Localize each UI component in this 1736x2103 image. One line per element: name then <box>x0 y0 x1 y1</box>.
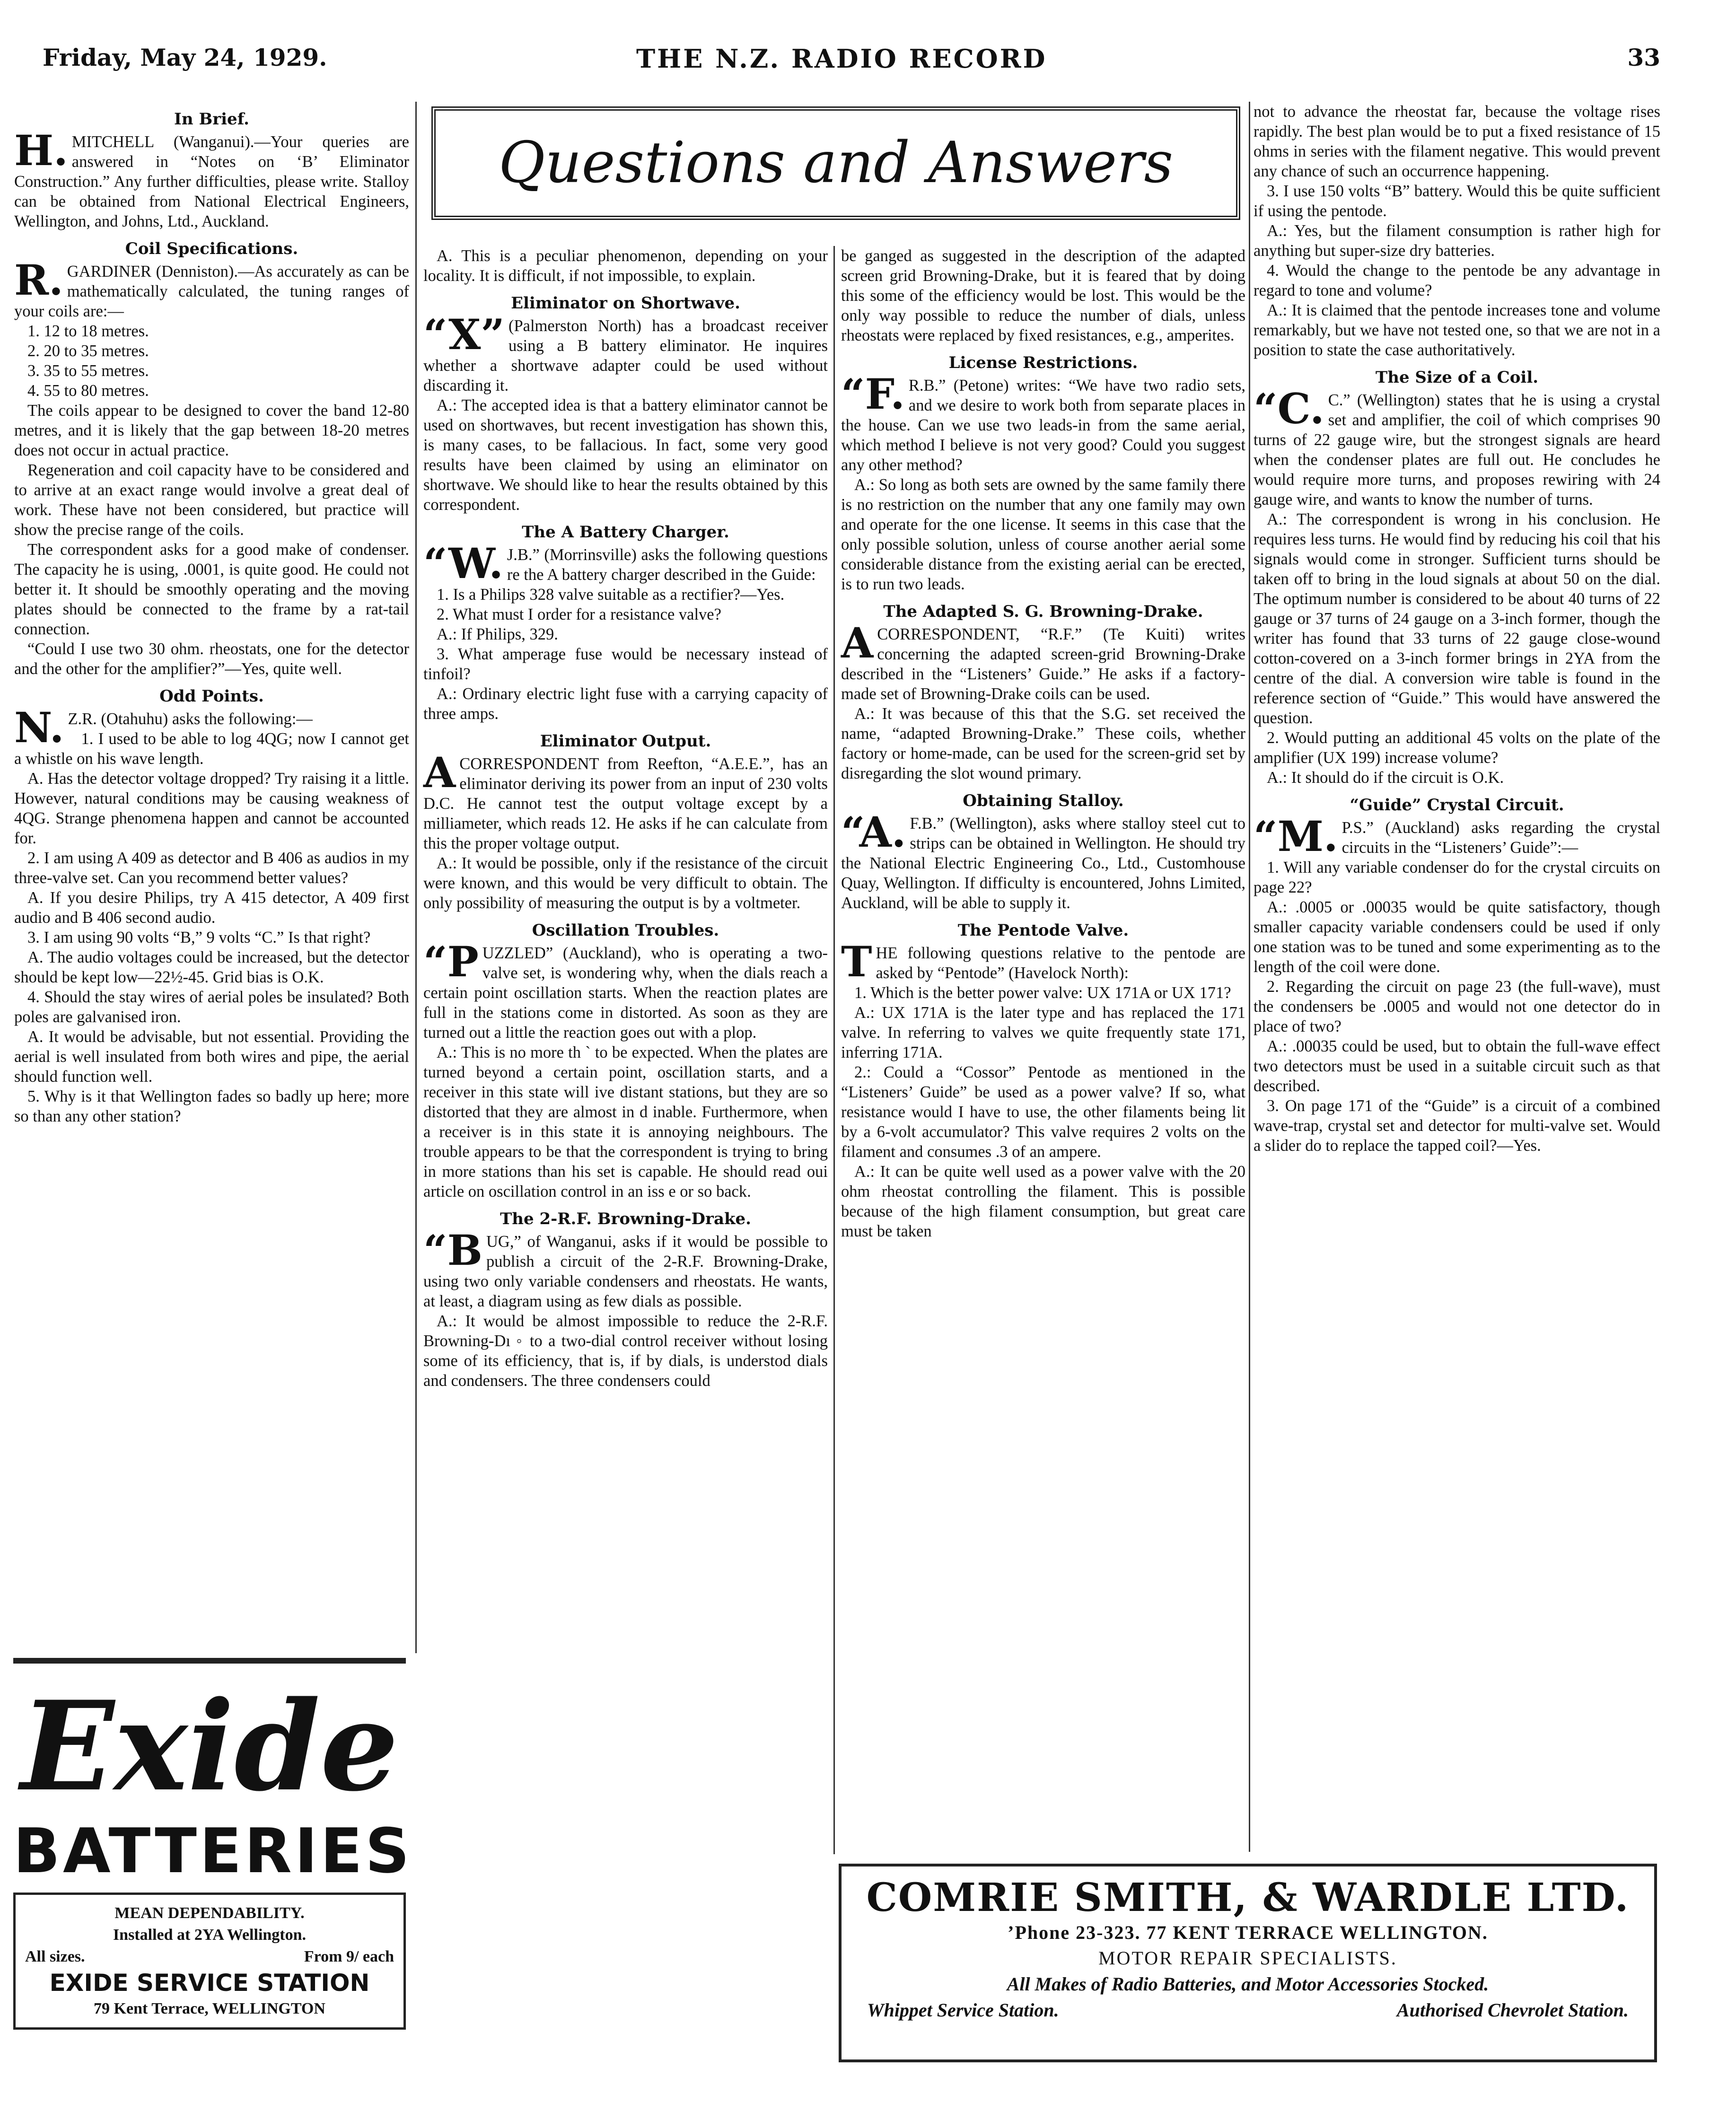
column-rule <box>415 102 417 1653</box>
query-text: GARDINER (Denniston).—As accurately as can be mathematically calculated, the tuning ranges of your coils are:— <box>14 263 409 320</box>
query-text: CORRESPONDENT, “R.F.” (Te Kuiti) writes concerning the adapted screen-grid Browning-Drake described in the “Listeners’ Guide.” He asks if a factory-made set of Browning-Drake coils can be used. <box>841 625 1245 703</box>
paragraph: A.: If Philips, 329. <box>437 625 558 643</box>
exide-sizes-row <box>25 1946 394 1968</box>
list-item: 2. 20 to 35 metres. <box>27 342 149 360</box>
drop-cap: “C. <box>1254 384 1324 433</box>
paragraph: 4. Would the change to the pentode be any advantage in regard to tone and volume? <box>1254 262 1660 299</box>
query-text: J.B.” (Morrinsville) asks the following questions re the A battery charger described in the Guide: <box>507 546 828 584</box>
query-paragraph <box>1254 812 1660 861</box>
drop-cap: “M. <box>1254 812 1338 861</box>
drop-cap: “B <box>423 1226 482 1275</box>
section-heading-box <box>431 106 1240 220</box>
drop-cap: T <box>841 937 872 986</box>
paragraph: The correspondent asks for a good make of condenser. The capacity he is using, .0001, is quite good. He could not better it. It should be smoothly operating and the moving plates should be connected to the frame by a rat-tail connection. <box>14 541 409 638</box>
query-text: MITCHELL (Wanganui).—Your queries are answered in “Notes on ‘B’ Eliminator Construction.” Any further difficulties, please write. Stalloy can be obtained from National Electrical Engineers, Wellington, and Johns, Ltd., Auckland. <box>14 133 409 230</box>
comrie-stock-line: All Makes of Radio Batteries, and Motor Accessories Stocked. <box>1007 1973 1489 1995</box>
paragraph: 4. Should the stay wires of aerial poles be insulated? Both poles are galvanised iron. <box>14 988 409 1026</box>
comrie-chevrolet: Authorised Chevrolet Station. <box>1396 1999 1629 2021</box>
query-paragraph <box>14 255 409 321</box>
paragraph: A. This is a peculiar phenomenon, depending on your locality. It is difficult, if not impossible, to explain. <box>423 247 828 285</box>
drop-cap: “X” <box>423 310 505 359</box>
section-heading: The Adapted S. G. Browning-Drake. <box>883 602 1203 621</box>
query-text: F.B.” (Wellington), asks where stalloy steel cut to strips can be obtained in Wellington. He should try the National Electric Engineering Co., Ltd., Customhouse Quay, Wellington. If difficulty is encountered, Johns Limited, Auckland, will be able to supply it. <box>841 815 1245 912</box>
paragraph: A.: UX 171A is the later type and has replaced the 171 valve. In referring to valves we quite frequently state 171, inferring 171A. <box>841 1004 1245 1061</box>
paragraph: A.: Yes, but the filament consumption is rather high for anything but super-size dry batteries. <box>1254 222 1660 260</box>
paragraph: 3. I use 150 volts “B” battery. Would this be quite sufficient if using the pentode. <box>1254 182 1660 220</box>
paragraph: 1. Is a Philips 328 valve suitable as a rectifier?—Yes. <box>437 586 785 604</box>
paragraph: Regeneration and coil capacity have to be considered and to arrive at an exact range would involve a great deal of work. These have not been considered, but practice will show the precise range of the coils. <box>14 461 409 539</box>
paragraph: A. Has the detector voltage dropped? Try raising it a little. However, natural conditions may be causing weakness of 4QG. Strange phenomena happen and cannot be accounted for. <box>14 770 409 847</box>
query-text: CORRESPONDENT from Reefton, “A.E.E.”, has an eliminator deriving its power from an input of 230 volts D.C. He cannot test the output voltage except by a milliameter, which reads 12. He asks if he can calculate from this the proper voltage output. <box>423 755 828 852</box>
drop-cap: A <box>423 748 456 797</box>
section-heading: Oscillation Troubles. <box>532 921 719 940</box>
paragraph: 2. Regarding the circuit on page 23 (the full-wave), must the condensers be .0005 and would not one detector do in place of two? <box>1254 978 1660 1035</box>
query-paragraph <box>423 1226 828 1311</box>
comrie-stations-row <box>853 1997 1643 2024</box>
drop-cap: “A. <box>841 807 906 857</box>
paragraph: 2. Would putting an additional 45 volts on the plate of the amplifier (UX 199) increase volume? <box>1254 729 1660 767</box>
section-heading: Eliminator on Shortwave. <box>511 294 740 313</box>
list-item: 1. 12 to 18 metres. <box>27 322 149 340</box>
paragraph: A.: Ordinary electric light fuse with a carrying capacity of three amps. <box>423 685 828 723</box>
exide-tagline: MEAN DEPENDABILITY. <box>114 1904 305 1922</box>
paragraph: A.: The accepted idea is that a battery eliminator cannot be used on shortwaves, but recent investigation has shown this, is many cases, to be fallacious. In fact, some very good results have been claimed by using an eliminator on shortwave. We should like to hear the results obtained by this correspondent. <box>423 396 828 514</box>
query-paragraph <box>423 310 828 395</box>
paragraph: A.: It would be almost impossible to reduce the 2-R.F. Browning-Dı ◦ to a two-dial control receiver without losing some of its efficiency, that is, if by dials, is understod dials and condensers. The three condensers could <box>423 1312 828 1390</box>
paragraph: 1. Which is the better power valve: UX 171A or UX 171? <box>854 984 1231 1002</box>
paragraph: A.: It can be quite well used as a power valve with the 20 ohm rheostat controlling the filament. This is possible because of the high filament consumption, but great care must be taken <box>841 1163 1245 1240</box>
section-heading: Obtaining Stalloy. <box>963 791 1124 810</box>
paragraph: A.: It would be possible, only if the resistance of the circuit were known, and this would be very difficult to obtain. The only possibility of measuring the output is by a voltmeter. <box>423 854 828 912</box>
section-heading: The 2-R.F. Browning-Drake. <box>500 1209 752 1228</box>
masthead <box>43 44 1660 81</box>
exide-price: From 9/ each <box>304 1948 394 1965</box>
drop-cap: N. <box>14 703 64 752</box>
paragraph: “Could I use two 30 ohm. rheostats, one for the detector and the other for the amplifier?”—Yes, quite well. <box>14 640 409 678</box>
exide-batteries-label: BATTERIES <box>13 1815 412 1887</box>
section-heading: “Guide” Crystal Circuit. <box>1350 796 1564 815</box>
exide-advertisement <box>13 1658 412 2099</box>
paragraph: 1. Will any variable condenser do for the crystal circuits on page 22? <box>1254 859 1660 896</box>
column-4 <box>1254 102 1660 1156</box>
column-3 <box>841 246 1245 1241</box>
column-rule <box>1249 102 1250 1852</box>
paragraph: A. If you desire Philips, try A 415 detector, A 409 first audio and B 406 second audio. <box>14 889 409 927</box>
exide-station: EXIDE SERVICE STATION <box>49 1969 370 1997</box>
query-paragraph <box>14 126 409 231</box>
section-heading: Coil Specifications. <box>125 239 298 258</box>
list-item: 3. 35 to 55 metres. <box>27 362 149 380</box>
query-text: P.S.” (Auckland) asks regarding the crystal circuits in the “Listeners’ Guide”:— <box>1341 819 1660 857</box>
query-text: (Palmerston North) has a broadcast receiver using a B battery eliminator. He inquires whether a shortwave adapter could be used without discarding it. <box>423 317 828 394</box>
paragraph: 3. I am using 90 volts “B,” 9 volts “C.” Is that right? <box>27 929 371 946</box>
paragraph: 2.: Could a “Cossor” Pentode as mentioned in the “Listeners’ Guide” be used as a power valve? If so, what resistance would I have to use, the other filaments being lit by a 6-volt accumulator? This valve requires 2 volts on the filament and consumes .3 of an ampere. <box>841 1063 1245 1161</box>
comrie-whippet: Whippet Service Station. <box>867 1999 1059 2021</box>
exide-sizes: All sizes. <box>25 1948 85 1965</box>
query-text: HE following questions relative to the pentode are asked by “Pentode” (Havelock North): <box>876 944 1245 982</box>
exide-address: 79 Kent Terrace, WELLINGTON <box>94 2000 325 2017</box>
section-heading: License Restrictions. <box>948 353 1138 372</box>
query-text: R.B.” (Petone) writes: “We have two radio sets, and we desire to work both from separate places in the house. Can we use two leads-in from the same aerial, which method I believe is not very good? Could you suggest any other method? <box>841 377 1245 474</box>
query-text: C.” (Wellington) states that he is using a crystal set and amplifier, the coil of which comprises 90 turns of 22 gauge wire, but the strongest signals are heard when the condenser plates are full out. He concludes he would require more turns, and proposes rewiring with 24 gauge wire, and wants to know the number of turns. <box>1254 391 1660 508</box>
query-text: UZZLED” (Auckland), who is operating a two-valve set, is wondering why, when the dials reach a certain point oscillation starts. When the reaction plates are full in the stations come in distorted. As soon as they are turned out a little the reaction goes out with a plop. <box>423 944 828 1042</box>
paragraph: A. The audio voltages could be increased, but the detector should be kept low—22½-45. Grid bias is O.K. <box>14 948 409 986</box>
section-heading: Odd Points. <box>159 687 264 706</box>
comrie-motor-repair: MOTOR REPAIR SPECIALISTS. <box>1098 1947 1397 1969</box>
exide-installed: Installed at 2YA Wellington. <box>113 1926 307 1944</box>
comrie-advertisement <box>839 1864 1657 2062</box>
section-heading: The Pentode Valve. <box>957 921 1129 940</box>
query-text: Z.R. (Otahuhu) asks the following:— <box>68 710 313 728</box>
exide-details-box <box>13 1893 406 2030</box>
comrie-company-name: COMRIE SMITH, & WARDLE LTD. <box>866 1875 1630 1920</box>
paragraph: 5. Why is it that Wellington fades so badly up here; more so than any other station? <box>14 1087 409 1125</box>
drop-cap: A <box>841 618 874 667</box>
column-2 <box>423 246 828 1391</box>
query-paragraph <box>423 539 828 588</box>
drop-cap: “W. <box>423 539 503 588</box>
list-item: 4. 55 to 80 metres. <box>27 382 149 400</box>
drop-cap: H. <box>14 126 68 175</box>
paragraph: 2. What must I order for a resistance valve? <box>437 605 721 623</box>
query-paragraph <box>423 748 828 853</box>
paragraph: 3. On page 171 of the “Guide” is a circuit of a combined wave-trap, crystal set and detector for multi-valve set. Would a slider do to replace the tapped coil?—Yes. <box>1254 1097 1660 1155</box>
paragraph: be ganged as suggested in the description of the adapted screen grid Browning-Drake, but it is feared that by doing this some of the efficiency would be lost. This would be the only way possible to reduce the number of dials, unless rheostats were replaced by fixed resistances, e.g., amperites. <box>841 247 1245 344</box>
query-paragraph <box>423 937 828 1043</box>
query-text: UG,” of Wanganui, asks if it would be possible to publish a circuit of the 2-R.F. Browning-Drake, using two only variable condensers and rheostats. He wants, at least, a diagram using as few dials as possible. <box>423 1233 828 1310</box>
section-heading: The A Battery Charger. <box>522 523 729 542</box>
drop-cap: R. <box>14 255 63 305</box>
drop-cap: “P <box>423 937 479 986</box>
issue-date: Friday, May 24, 1929. <box>43 44 327 71</box>
paragraph: not to advance the rheostat far, because the voltage rises rapidly. The best plan would be to put a fixed resistance of 15 ohms in series with the filament negative. This would prevent any chance of such an occurrence happening. <box>1254 103 1660 180</box>
column-1 <box>14 102 409 1126</box>
column-rule <box>833 246 835 1854</box>
comrie-phone-address: ’Phone 23-323. 77 KENT TERRACE WELLINGTON. <box>1008 1922 1488 1943</box>
paragraph: A.: .00035 could be used, but to obtain the full-wave effect two detectors must be used in a suitable circuit such as that described. <box>1254 1037 1660 1095</box>
query-paragraph <box>841 807 1245 913</box>
paragraph: A.: So long as both sets are owned by the same family there is no restriction on the number that any one family may own and operate for the one license. It seems in this case that the only possible solution, unless of course another aerial some considerable distance from the existing aerial can be erected, is to run two leads. <box>841 476 1245 593</box>
page-heading: Questions and Answers <box>498 130 1174 196</box>
paragraph: A. It would be advisable, but not essential. Providing the aerial is well insulated from both wires and pipe, the aerial should function well. <box>14 1028 409 1086</box>
paragraph: 1. I used to be able to log 4QG; now I cannot get a whistle on his wave length. <box>14 730 409 768</box>
paragraph: A.: This is no more th ` to be expected. When the plates are turned beyond a certain point, oscillation starts, and a receiver in this state will ive distant stations, but they are so distorted that they are almost in d inable. Furthermore, when a receiver is in this state it is annoying neighbours. The trouble appears to be that the correspondent is trying to bring in more stations than his set is capable. He should read oui article on oscillation control in an iss e or so back. <box>423 1043 828 1200</box>
query-paragraph <box>841 937 1245 986</box>
exide-logo: Exide <box>20 1674 399 1819</box>
publication-title: THE N.Z. RADIO RECORD <box>636 44 1047 74</box>
drop-cap: “F. <box>841 369 905 419</box>
paragraph: A.: It was because of this that the S.G. set received the name, “adapted Browning-Drake.” These coils, whether factory or home-made, can be used for the screen-grid set by disregarding the slot wound primary. <box>841 705 1245 782</box>
query-paragraph <box>1254 384 1660 509</box>
paragraph: A.: The correspondent is wrong in his conclusion. He requires less turns. He would find by reducing his coil that his signals would come in stronger. Sufficient turns should be taken off to bring in the loud signals at about 50 on the dial. The optimum number is considered to be about 40 turns of 22 gauge or 37 turns of 24 gauge on a 3-inch former, though the writer has found that 33 turns of 22 gauge close-wound cotton-covered on a 3-inch former brings in 2YA from the centre of the dial. A conversion wire table is found in the reference section of “Guide.” This would have answered the question. <box>1254 510 1660 727</box>
paragraph: A.: It is claimed that the pentode increases tone and volume remarkably, but we have not tested one, so that we are not in a position to state the case authoritatively. <box>1254 301 1660 359</box>
paragraph: 3. What amperage fuse would be necessary instead of tinfoil? <box>423 645 828 683</box>
paragraph: 2. I am using A 409 as detector and B 406 as audios in my three-valve set. Can you recommend better values? <box>14 849 409 887</box>
query-paragraph <box>841 369 1245 475</box>
section-heading: The Size of a Coil. <box>1375 368 1539 387</box>
paragraph: The coils appear to be designed to cover the band 12-80 metres, and it is likely that the gap between 18-20 metres does not occur in actual practice. <box>14 402 409 459</box>
paragraph: A.: It should do if the circuit is O.K. <box>1267 769 1504 787</box>
query-paragraph <box>841 618 1245 704</box>
section-heading: Eliminator Output. <box>540 732 711 751</box>
section-heading: In Brief. <box>174 110 249 129</box>
paragraph: A.: .0005 or .00035 would be quite satisfactory, though smaller capacity variable condensers could be used if only one station was to be tuned and some experimenting as to the length of the coil were done. <box>1254 898 1660 976</box>
page-number: 33 <box>1627 44 1660 71</box>
